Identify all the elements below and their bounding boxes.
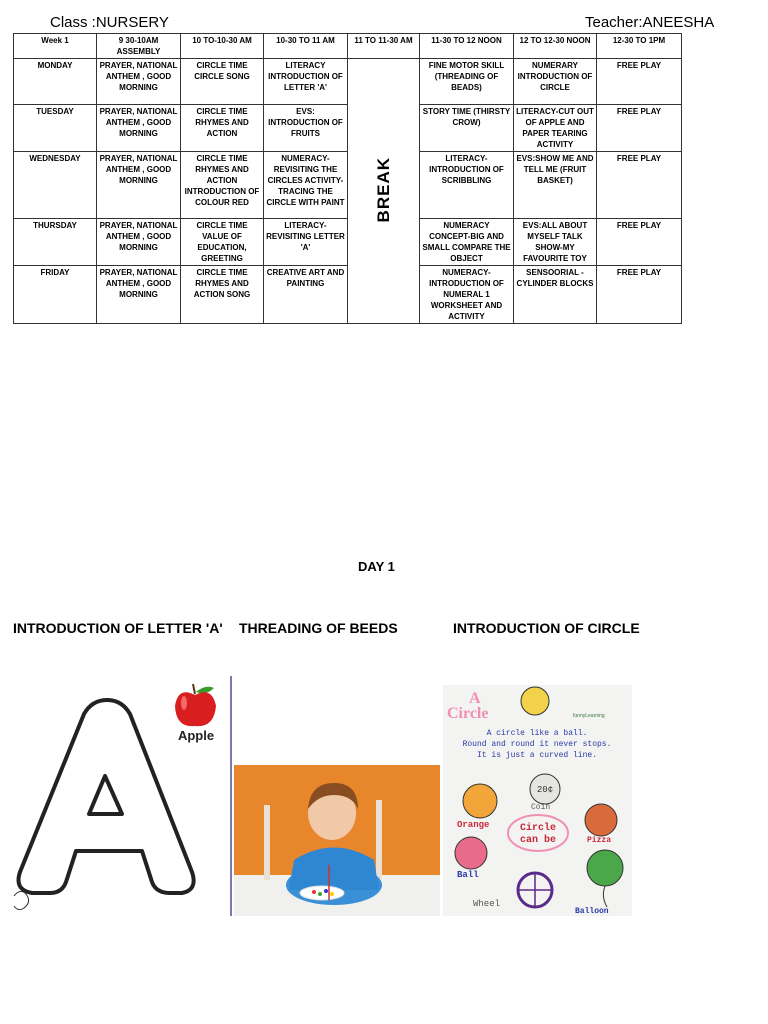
table-cell: EVS: INTRODUCTION OF FRUITS [264,105,348,152]
table-cell: NUMERARY INTRODUCTION OF CIRCLE [514,59,597,105]
day-cell: THURSDAY [14,219,97,266]
circle-poster [443,685,632,916]
table-cell: FREE PLAY [597,266,682,324]
col-header: 12 TO 12-30 NOON [514,34,597,59]
ball-icon [455,837,487,869]
table-cell: CIRCLE TIME RHYMES AND ACTION SONG [181,266,264,324]
table-cell: CIRCLE TIME CIRCLE SONG [181,59,264,105]
table-cell: EVS:ALL ABOUT MYSELF TALK SHOW-MY FAVOURITE TOY [514,219,597,266]
poster-title-a: A [469,690,481,707]
header-row [14,34,682,59]
smiley-icon [521,687,549,715]
timetable [13,33,682,324]
col-header: 11-30 TO 12 NOON [420,34,514,59]
break-label: BREAK [374,156,393,223]
teacher-label: Teacher:ANEESHA [585,14,715,31]
table-cell: EVS:SHOW ME AND TELL ME (FRUIT BASKET) [514,152,597,219]
table-cell: NUMERACY- REVISITING THE CIRCLES ACTIVITY- TRACING THE CIRCLE WITH PAINT [264,152,348,219]
brand-label: funnyLearning [573,713,605,719]
threading-beads-photo [234,765,440,916]
orange-label: Orange [457,820,490,830]
table-cell: PRAYER, NATIONAL ANTHEM , GOOD MORNING [97,59,181,105]
section-title-letter: INTRODUCTION OF LETTER 'A' [13,620,223,636]
sheep-doodle [14,891,29,909]
bead-plate [300,886,344,900]
table-cell: CIRCLE TIME RHYMES AND ACTION INTRODUCTION OF COLOUR RED [181,152,264,219]
letter-a-image [12,676,230,916]
table-cell: NUMERACY CONCEPT-BIG AND SMALL COMPARE THE OBJECT [420,219,514,266]
table-cell: LITERACY- INTRODUCTION OF SCRIBBLING [420,152,514,219]
table-cell: CREATIVE ART AND PAINTING [264,266,348,324]
table-cell: PRAYER, NATIONAL ANTHEM , GOOD MORNING [97,266,181,324]
table-cell: LITERACY- REVISITING LETTER 'A' [264,219,348,266]
pizza-label: Pizza [587,836,612,845]
day-cell: TUESDAY [14,105,97,152]
wheel-label: Wheel [473,899,501,909]
col-header: 10-30 TO 11 AM [264,34,348,59]
ball-label: Ball [457,870,479,880]
apple-label: Apple [177,728,215,743]
table-cell: FREE PLAY [597,152,682,219]
coin-label: Coin [531,803,551,812]
day-cell: WEDNESDAY [14,152,97,219]
balloon-icon [587,850,623,886]
day-cell: FRIDAY [14,266,97,324]
col-header: 12-30 TO 1PM [597,34,682,59]
table-cell: LITERACY INTRODUCTION OF LETTER 'A' [264,59,348,105]
col-header: Week 1 [14,34,97,59]
table-cell: PRAYER, NATIONAL ANTHEM , GOOD MORNING [97,219,181,266]
col-header: 11 TO 11-30 AM [348,34,420,59]
section-title-beads: THREADING OF BEEDS [239,620,398,636]
table-row [14,59,682,105]
table-cell: CIRCLE TIME RHYMES AND ACTION [181,105,264,152]
col-header: 10 TO-10-30 AM [181,34,264,59]
center-label-1: Circle [519,823,557,834]
center-label-2: can be [519,835,557,846]
apple-icon [175,684,216,726]
table-cell: STORY TIME (THIRSTY CROW) [420,105,514,152]
pizza-icon [585,804,617,836]
day-title: DAY 1 [358,559,395,574]
day-cell: MONDAY [14,59,97,105]
table-cell: FREE PLAY [597,219,682,266]
table-cell: FREE PLAY [597,105,682,152]
poem-line-2: Round and round it never stops. [462,740,612,749]
poem-line-3: It is just a curved line. [476,751,598,760]
col-header: 9 30-10AM ASSEMBLY [97,34,181,59]
table-cell: CIRCLE TIME VALUE OF EDUCATION, GREETING [181,219,264,266]
table-cell: FINE MOTOR SKILL (THREADING OF BEADS) [420,59,514,105]
class-label: Class :NURSERY [50,14,169,31]
orange-icon [463,784,497,818]
break-cell [348,59,420,324]
divider [230,676,232,916]
balloon-label: Balloon [575,907,609,916]
poem-line-1: A circle like a ball. [486,729,588,738]
table-cell: PRAYER, NATIONAL ANTHEM , GOOD MORNING [97,152,181,219]
table-cell: LITERACY-CUT OUT OF APPLE AND PAPER TEARING ACTIVITY [514,105,597,152]
section-title-circle: INTRODUCTION OF CIRCLE [453,620,640,636]
coin-value: 20¢ [536,785,554,795]
table-cell: PRAYER, NATIONAL ANTHEM , GOOD MORNING [97,105,181,152]
poster-title-circle: Circle [447,705,489,722]
table-cell: SENSOORIAL - CYLINDER BLOCKS [514,266,597,324]
table-cell: FREE PLAY [597,59,682,105]
table-cell: NUMERACY- INTRODUCTION OF NUMERAL 1 WORKSHEET AND ACTIVITY [420,266,514,324]
